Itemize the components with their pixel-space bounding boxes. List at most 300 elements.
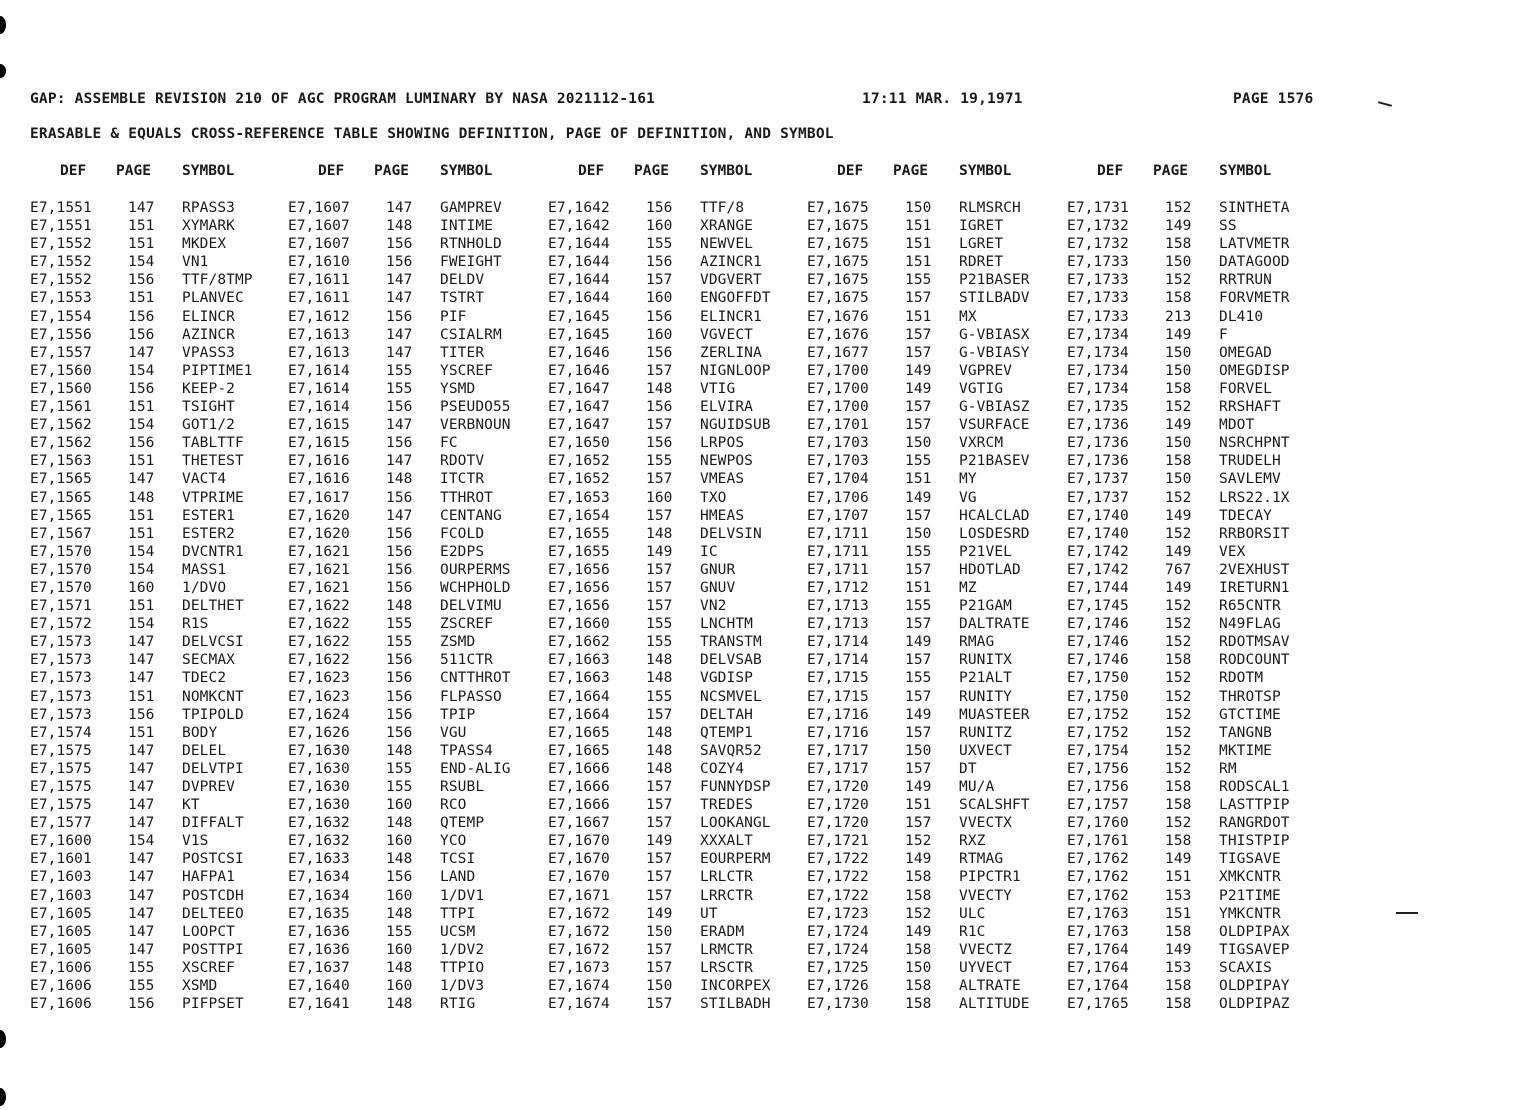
cell-symbol: RPASS3 xyxy=(182,200,235,216)
cell-symbol: GNUV xyxy=(700,579,736,596)
cell-symbol: MKDEX xyxy=(182,236,227,253)
table-row xyxy=(0,434,1530,452)
cell-page: 148 xyxy=(386,598,413,615)
cell-symbol: LRLCTR xyxy=(700,869,753,886)
cell-symbol: LRPOS xyxy=(700,435,745,452)
cell-page: 150 xyxy=(905,435,932,452)
cell-symbol: UCSM xyxy=(440,923,476,940)
cell-page: 151 xyxy=(905,797,932,814)
cell-page: 157 xyxy=(905,760,932,777)
cell-def: E7,1577 xyxy=(30,815,92,832)
cell-symbol: HMEAS xyxy=(700,507,745,524)
cell-page: 147 xyxy=(386,507,413,524)
cell-def: E7,1761 xyxy=(1067,833,1129,850)
cell-symbol: LRS22.1X xyxy=(1219,489,1290,506)
cell-page: 152 xyxy=(1165,724,1192,741)
cell-symbol: AZINCR xyxy=(182,326,235,343)
table-row xyxy=(0,561,1530,579)
cell-def: E7,1664 xyxy=(548,706,610,723)
cell-symbol: GTCTIME xyxy=(1219,706,1281,723)
cell-symbol: HCALCLAD xyxy=(959,507,1030,524)
cell-symbol: LOOKANGL xyxy=(700,815,771,832)
cell-page: 155 xyxy=(646,634,673,651)
cell-page: 152 xyxy=(1165,815,1192,832)
cell-def: E7,1734 xyxy=(1067,326,1129,343)
cell-symbol: R1C xyxy=(959,923,986,940)
table-row xyxy=(0,850,1530,868)
cell-symbol: TPIPOLD xyxy=(182,706,244,723)
cell-page: 147 xyxy=(386,272,413,289)
cell-symbol: DELVSIN xyxy=(700,525,762,542)
cell-page: 160 xyxy=(646,218,673,235)
cell-page: 147 xyxy=(128,779,155,795)
table-row xyxy=(0,416,1530,434)
cell-page: 157 xyxy=(646,598,673,615)
cell-def: E7,1750 xyxy=(1067,670,1129,687)
cell-page: 149 xyxy=(905,706,932,723)
table-row xyxy=(0,199,1530,217)
cell-symbol: DIFFALT xyxy=(182,815,244,832)
cell-symbol: VVECTY xyxy=(959,887,1012,904)
cell-symbol: TCSI xyxy=(440,851,476,868)
cell-def: E7,1644 xyxy=(548,290,610,307)
cell-symbol: XXXALT xyxy=(700,833,753,850)
cell-def: E7,1674 xyxy=(548,996,610,1013)
cell-def: E7,1736 xyxy=(1067,435,1129,452)
cell-symbol: PIPCTR1 xyxy=(959,869,1021,886)
cell-def: E7,1573 xyxy=(30,634,92,651)
cell-page: 158 xyxy=(1165,290,1192,307)
cell-symbol: ALTITUDE xyxy=(959,996,1030,1013)
cell-def: E7,1656 xyxy=(548,579,610,596)
cell-def: E7,1626 xyxy=(288,724,350,741)
cell-symbol: FWEIGHT xyxy=(440,254,502,271)
cell-def: E7,1633 xyxy=(288,851,350,868)
binder-hole xyxy=(0,16,6,34)
cell-page: 156 xyxy=(646,308,673,325)
cell-page: 158 xyxy=(1165,380,1192,397)
cell-page: 156 xyxy=(128,272,155,289)
cell-def: E7,1703 xyxy=(807,435,869,452)
cell-page: 156 xyxy=(128,308,155,325)
cell-def: E7,1667 xyxy=(548,815,610,832)
cell-def: E7,1666 xyxy=(548,760,610,777)
cell-symbol: RDOTMSAV xyxy=(1219,634,1290,651)
cell-symbol: PIFPSET xyxy=(182,996,244,1013)
cell-page: 152 xyxy=(1165,760,1192,777)
cell-page: 155 xyxy=(386,923,413,940)
table-row xyxy=(0,380,1530,398)
cell-def: E7,1700 xyxy=(807,380,869,397)
cell-def: E7,1615 xyxy=(288,417,350,434)
cell-symbol: VVECTX xyxy=(959,815,1012,832)
table-row xyxy=(0,760,1530,778)
cell-page: 157 xyxy=(646,706,673,723)
cell-def: E7,1724 xyxy=(807,941,869,958)
cell-def: E7,1616 xyxy=(288,453,350,470)
cell-page: 156 xyxy=(386,236,413,253)
cell-def: E7,1733 xyxy=(1067,272,1129,289)
cell-page: 157 xyxy=(905,724,932,741)
cell-page: 157 xyxy=(646,815,673,832)
cell-symbol: DELVSAB xyxy=(700,652,762,669)
cell-symbol: VGDISP xyxy=(700,670,753,687)
cell-symbol: POSTCDH xyxy=(182,887,244,904)
table-row xyxy=(0,887,1530,905)
cell-def: E7,1666 xyxy=(548,779,610,795)
cell-def: E7,1700 xyxy=(807,399,869,416)
cell-page: 157 xyxy=(646,417,673,434)
cell-page: 151 xyxy=(905,218,932,235)
cell-symbol: VG xyxy=(959,489,977,506)
cell-symbol: VACT4 xyxy=(182,471,227,488)
cell-symbol: DALTRATE xyxy=(959,616,1030,633)
cell-page: 160 xyxy=(386,797,413,814)
cell-symbol: VTPRIME xyxy=(182,489,244,506)
cell-page: 154 xyxy=(128,362,155,379)
cell-symbol: YMKCNTR xyxy=(1219,905,1281,922)
cell-def: E7,1670 xyxy=(548,869,610,886)
cell-symbol: ESTER1 xyxy=(182,507,235,524)
cell-page: 156 xyxy=(386,254,413,271)
cell-page: 157 xyxy=(905,507,932,524)
cell-page: 149 xyxy=(1165,851,1192,868)
table-row xyxy=(0,543,1530,561)
cell-def: E7,1641 xyxy=(288,996,350,1013)
cell-page: 147 xyxy=(386,290,413,307)
cell-page: 155 xyxy=(905,598,932,615)
cell-symbol: MZ xyxy=(959,579,977,596)
cell-page: 160 xyxy=(128,579,155,596)
cell-def: E7,1552 xyxy=(30,254,92,271)
cell-def: E7,1764 xyxy=(1067,978,1129,995)
cell-symbol: UXVECT xyxy=(959,742,1012,759)
cell-def: E7,1606 xyxy=(30,959,92,976)
table-row xyxy=(0,977,1530,995)
cell-def: E7,1652 xyxy=(548,453,610,470)
cell-page: 767 xyxy=(1165,561,1192,578)
cell-symbol: ESTER2 xyxy=(182,525,235,542)
cell-page: 147 xyxy=(128,923,155,940)
cell-page: 148 xyxy=(386,742,413,759)
cell-page: 154 xyxy=(128,561,155,578)
cell-symbol: 1/DV2 xyxy=(440,941,485,958)
cell-symbol: RRTRUN xyxy=(1219,272,1272,289)
table-row xyxy=(0,615,1530,633)
cell-def: E7,1610 xyxy=(288,254,350,271)
table-row xyxy=(0,507,1530,525)
cell-page: 156 xyxy=(386,561,413,578)
cell-page: 147 xyxy=(128,344,155,361)
cell-page: 151 xyxy=(128,453,155,470)
cell-symbol: VDGVERT xyxy=(700,272,762,289)
cell-symbol: INCORPEX xyxy=(700,978,771,995)
cell-symbol: TPASS4 xyxy=(440,742,493,759)
cell-def: E7,1653 xyxy=(548,489,610,506)
cell-page: 152 xyxy=(1165,598,1192,615)
cell-def: E7,1752 xyxy=(1067,724,1129,741)
cell-symbol: TTPIO xyxy=(440,959,485,976)
cell-symbol: RUNITY xyxy=(959,688,1012,705)
cell-def: E7,1613 xyxy=(288,326,350,343)
cell-page: 156 xyxy=(128,380,155,397)
column-header-page: PAGE xyxy=(1153,163,1188,179)
cell-page: 158 xyxy=(1165,453,1192,470)
cell-def: E7,1712 xyxy=(807,579,869,596)
cell-page: 152 xyxy=(1165,634,1192,651)
cell-def: E7,1642 xyxy=(548,218,610,235)
cell-page: 158 xyxy=(905,869,932,886)
cell-page: 156 xyxy=(386,688,413,705)
cell-page: 148 xyxy=(128,489,155,506)
cell-def: E7,1716 xyxy=(807,724,869,741)
cell-page: 148 xyxy=(386,996,413,1013)
cell-symbol: VGVECT xyxy=(700,326,753,343)
cell-symbol: QTEMP xyxy=(440,815,485,832)
table-row xyxy=(0,724,1530,742)
cell-page: 151 xyxy=(128,525,155,542)
cell-def: E7,1652 xyxy=(548,471,610,488)
cell-page: 148 xyxy=(386,815,413,832)
cell-page: 150 xyxy=(905,742,932,759)
cell-symbol: MUASTEER xyxy=(959,706,1030,723)
cell-page: 149 xyxy=(905,634,932,651)
cell-page: 147 xyxy=(386,344,413,361)
cell-page: 149 xyxy=(905,923,932,940)
cell-def: E7,1561 xyxy=(30,399,92,416)
cell-symbol: NEWPOS xyxy=(700,453,753,470)
cell-page: 149 xyxy=(1165,417,1192,434)
cell-def: E7,1551 xyxy=(30,218,92,235)
cell-page: 150 xyxy=(1165,344,1192,361)
cell-symbol: G-VBIASX xyxy=(959,326,1030,343)
cell-symbol: NSRCHPNT xyxy=(1219,435,1290,452)
cell-page: 151 xyxy=(1165,905,1192,922)
cell-symbol: IRETURN1 xyxy=(1219,579,1290,596)
cell-def: E7,1556 xyxy=(30,326,92,343)
cell-symbol: HAFPA1 xyxy=(182,869,235,886)
cell-symbol: KT xyxy=(182,797,200,814)
table-row xyxy=(0,470,1530,488)
cell-symbol: ULC xyxy=(959,905,986,922)
cell-page: 155 xyxy=(386,634,413,651)
cell-symbol: VMEAS xyxy=(700,471,745,488)
cell-page: 147 xyxy=(128,760,155,777)
table-row xyxy=(0,489,1530,507)
table-row xyxy=(0,995,1530,1013)
cell-def: E7,1720 xyxy=(807,779,869,795)
cell-page: 157 xyxy=(905,815,932,832)
cell-page: 152 xyxy=(905,833,932,850)
cell-def: E7,1756 xyxy=(1067,760,1129,777)
cell-page: 148 xyxy=(646,670,673,687)
cell-symbol: VVECTZ xyxy=(959,941,1012,958)
cell-def: E7,1746 xyxy=(1067,652,1129,669)
cell-symbol: RODCOUNT xyxy=(1219,652,1290,669)
cell-page: 157 xyxy=(905,561,932,578)
cell-symbol: LGRET xyxy=(959,236,1004,253)
cell-page: 158 xyxy=(905,887,932,904)
cell-page: 155 xyxy=(128,959,155,976)
cell-symbol: ENGOFFDT xyxy=(700,290,771,307)
cell-page: 152 xyxy=(1165,525,1192,542)
cell-def: E7,1723 xyxy=(807,905,869,922)
cell-symbol: FC xyxy=(440,435,458,452)
cell-def: E7,1647 xyxy=(548,399,610,416)
cell-page: 156 xyxy=(386,489,413,506)
cell-page: 152 xyxy=(1165,742,1192,759)
cell-page: 153 xyxy=(1165,887,1192,904)
cell-page: 147 xyxy=(128,815,155,832)
table-row xyxy=(0,923,1530,941)
cell-page: 152 xyxy=(1165,200,1192,216)
cell-symbol: OMEGDISP xyxy=(1219,362,1290,379)
cell-def: E7,1715 xyxy=(807,670,869,687)
cell-page: 150 xyxy=(905,525,932,542)
table-row xyxy=(0,525,1530,543)
cell-symbol: RRBORSIT xyxy=(1219,525,1290,542)
cell-def: E7,1632 xyxy=(288,815,350,832)
cell-symbol: PIF xyxy=(440,308,467,325)
cell-page: 156 xyxy=(646,435,673,452)
cell-symbol: VN1 xyxy=(182,254,209,271)
cell-def: E7,1733 xyxy=(1067,290,1129,307)
cell-page: 156 xyxy=(386,652,413,669)
cell-symbol: SCAXIS xyxy=(1219,959,1272,976)
cell-symbol: COZY4 xyxy=(700,760,745,777)
table-row xyxy=(0,633,1530,651)
cell-symbol: RANGRDOT xyxy=(1219,815,1290,832)
cell-def: E7,1612 xyxy=(288,308,350,325)
cell-symbol: LRMCTR xyxy=(700,941,753,958)
cell-symbol: IC xyxy=(700,543,718,560)
listing-title: GAP: ASSEMBLE REVISION 210 OF AGC PROGRAM LUMINARY BY NASA 2021112-161 xyxy=(30,91,656,107)
cell-def: E7,1656 xyxy=(548,598,610,615)
cell-def: E7,1562 xyxy=(30,435,92,452)
cell-page: 149 xyxy=(905,380,932,397)
cell-page: 147 xyxy=(386,417,413,434)
cell-page: 150 xyxy=(1165,254,1192,271)
cell-page: 154 xyxy=(128,616,155,633)
cell-page: 157 xyxy=(646,579,673,596)
cell-def: E7,1721 xyxy=(807,833,869,850)
cell-def: E7,1551 xyxy=(30,200,92,216)
cell-symbol: TTF/8TMP xyxy=(182,272,253,289)
cell-def: E7,1670 xyxy=(548,851,610,868)
cell-def: E7,1720 xyxy=(807,815,869,832)
cell-page: 151 xyxy=(905,579,932,596)
table-row xyxy=(0,308,1530,326)
cell-symbol: R65CNTR xyxy=(1219,598,1281,615)
table-row xyxy=(0,905,1530,923)
cell-def: E7,1701 xyxy=(807,417,869,434)
cell-def: E7,1730 xyxy=(807,996,869,1013)
table-row xyxy=(0,344,1530,362)
cell-def: E7,1640 xyxy=(288,978,350,995)
cell-page: 157 xyxy=(646,561,673,578)
cell-symbol: FUNNYDSP xyxy=(700,779,771,795)
cell-def: E7,1650 xyxy=(548,435,610,452)
cell-symbol: TABLTTF xyxy=(182,435,244,452)
cell-symbol: FCOLD xyxy=(440,525,485,542)
cell-page: 156 xyxy=(646,200,673,216)
cell-symbol: OLDPIPAX xyxy=(1219,923,1290,940)
cell-def: E7,1603 xyxy=(30,887,92,904)
cell-symbol: TITER xyxy=(440,344,485,361)
cell-page: 148 xyxy=(386,905,413,922)
cell-def: E7,1724 xyxy=(807,923,869,940)
cell-page: 148 xyxy=(646,742,673,759)
cell-symbol: XSCREF xyxy=(182,959,235,976)
cell-def: E7,1671 xyxy=(548,887,610,904)
cell-page: 157 xyxy=(905,344,932,361)
table-row xyxy=(0,778,1530,796)
cell-def: E7,1734 xyxy=(1067,380,1129,397)
cell-symbol: DL410 xyxy=(1219,308,1264,325)
cell-page: 155 xyxy=(386,380,413,397)
cell-page: 152 xyxy=(1165,616,1192,633)
column-header-symbol: SYMBOL xyxy=(1219,163,1272,179)
cell-symbol: DELTHET xyxy=(182,598,244,615)
cell-page: 148 xyxy=(386,851,413,868)
cell-page: 158 xyxy=(1165,797,1192,814)
cell-def: E7,1742 xyxy=(1067,561,1129,578)
cell-def: E7,1562 xyxy=(30,417,92,434)
cell-def: E7,1736 xyxy=(1067,453,1129,470)
cell-def: E7,1632 xyxy=(288,833,350,850)
cell-def: E7,1673 xyxy=(548,959,610,976)
cell-def: E7,1675 xyxy=(807,290,869,307)
cell-def: E7,1570 xyxy=(30,543,92,560)
cell-page: 158 xyxy=(1165,923,1192,940)
table-row xyxy=(0,253,1530,271)
cell-page: 157 xyxy=(646,797,673,814)
cell-page: 156 xyxy=(386,869,413,886)
cell-page: 155 xyxy=(646,688,673,705)
cell-def: E7,1764 xyxy=(1067,941,1129,958)
cell-page: 157 xyxy=(905,688,932,705)
column-header-page: PAGE xyxy=(116,163,151,179)
cell-page: 150 xyxy=(1165,435,1192,452)
cell-page: 148 xyxy=(646,724,673,741)
column-header-symbol: SYMBOL xyxy=(700,163,753,179)
cell-symbol: TDEC2 xyxy=(182,670,227,687)
cell-symbol: RUNITX xyxy=(959,652,1012,669)
cell-symbol: QTEMP1 xyxy=(700,724,753,741)
cell-symbol: N49FLAG xyxy=(1219,616,1281,633)
cell-page: 154 xyxy=(128,254,155,271)
cell-page: 151 xyxy=(128,290,155,307)
column-header-def: DEF xyxy=(318,163,345,179)
cell-symbol: STILBADV xyxy=(959,290,1030,307)
cell-def: E7,1614 xyxy=(288,380,350,397)
cell-page: 148 xyxy=(646,380,673,397)
cell-symbol: XYMARK xyxy=(182,218,235,235)
cell-page: 151 xyxy=(128,218,155,235)
cell-page: 148 xyxy=(386,218,413,235)
cell-def: E7,1603 xyxy=(30,869,92,886)
cell-def: E7,1574 xyxy=(30,724,92,741)
cell-page: 157 xyxy=(905,399,932,416)
cell-page: 150 xyxy=(905,959,932,976)
cell-symbol: PIPTIME1 xyxy=(182,362,253,379)
cell-page: 151 xyxy=(1165,869,1192,886)
cell-def: E7,1711 xyxy=(807,525,869,542)
cell-page: 151 xyxy=(905,254,932,271)
cell-def: E7,1662 xyxy=(548,634,610,651)
cell-page: 155 xyxy=(386,779,413,795)
cell-def: E7,1760 xyxy=(1067,815,1129,832)
